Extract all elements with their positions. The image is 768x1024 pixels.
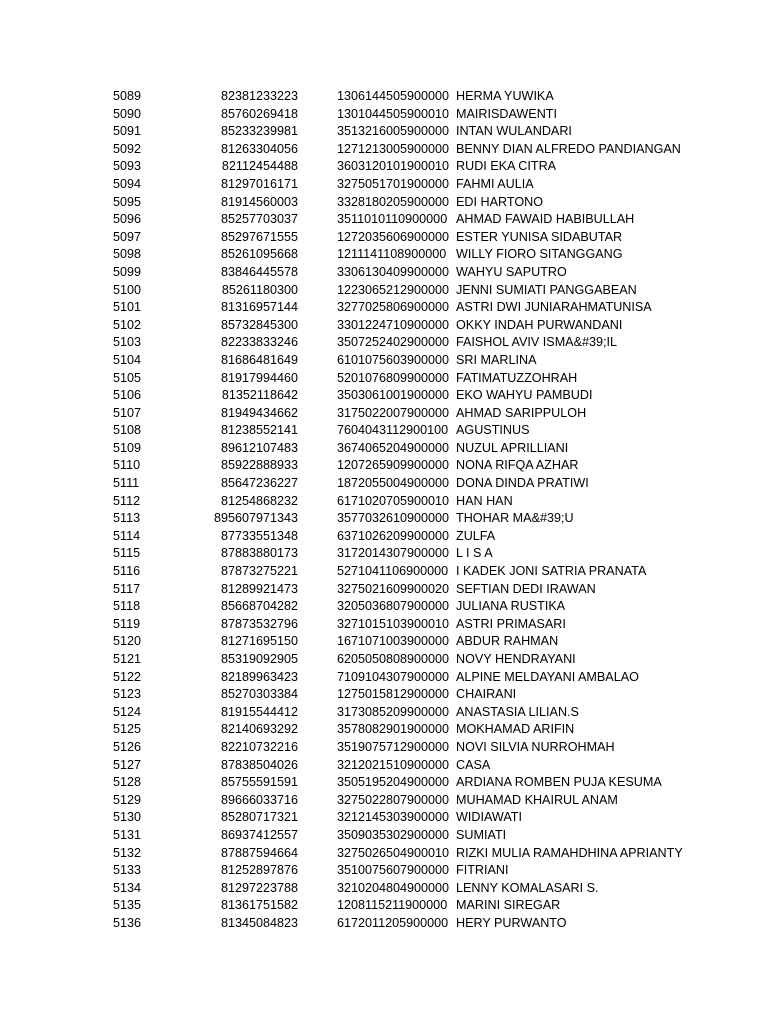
phone-number: 82381233223 — [220, 89, 298, 103]
table-row — [0, 493, 768, 511]
table-row — [0, 792, 768, 810]
id-number: 3328180205900000 — [337, 194, 450, 209]
table-row — [0, 757, 768, 775]
row-number: 5100 — [113, 282, 142, 297]
person-name: JULIANA RUSTIKA — [456, 599, 566, 614]
table-row — [0, 405, 768, 423]
row-number: 5102 — [113, 317, 142, 332]
phone-number: 82189963423 — [220, 669, 298, 684]
id-number: 3173085209900000 — [337, 704, 450, 719]
row-number: 5114 — [113, 528, 141, 543]
person-name: OKKY INDAH PURWANDANI — [456, 317, 623, 332]
person-name: EDI HARTONO — [456, 194, 544, 209]
id-number: 3306130409900000 — [337, 264, 450, 279]
phone-number: 86937412557 — [220, 827, 298, 842]
row-number: 5136 — [113, 915, 142, 930]
phone-number: 89612107483 — [220, 440, 298, 455]
phone-number: 87883880173 — [220, 546, 298, 561]
table-row — [0, 704, 768, 722]
person-name: INTAN WULANDARI — [456, 124, 572, 139]
data-list — [0, 88, 768, 933]
table-row — [0, 845, 768, 863]
id-number: 3275051701900000 — [337, 176, 450, 191]
id-number: 3205036807900000 — [337, 599, 450, 614]
table-row — [0, 616, 768, 634]
id-number: 3519075712900000 — [337, 739, 450, 754]
table-row — [0, 774, 768, 792]
table-row — [0, 598, 768, 616]
person-name: ASTRI PRIMASARI — [456, 616, 566, 631]
table-row — [0, 651, 768, 669]
table-row — [0, 721, 768, 739]
row-number: 5130 — [113, 810, 142, 825]
id-number: 3510075607900000 — [337, 863, 450, 878]
phone-number: 82210732216 — [220, 739, 298, 754]
phone-number: 895607971343 — [213, 511, 298, 526]
phone-number: 85297671555 — [220, 229, 298, 244]
phone-number: 81254868232 — [220, 493, 298, 508]
id-number: 1211141108900000 — [337, 247, 447, 262]
id-number: 5201076809900000 — [337, 370, 450, 385]
row-number: 5093 — [113, 159, 142, 174]
id-number: 3603120101900010 — [337, 159, 450, 174]
person-name: FAISHOL AVIV ISMA&#39;IL — [456, 335, 617, 350]
person-name: AGUSTINUS — [456, 423, 530, 438]
id-number: 7109104307900000 — [337, 669, 450, 684]
row-number: 5096 — [113, 212, 142, 227]
person-name: NONA RIFQA AZHAR — [456, 458, 579, 473]
id-number: 6171020705900010 — [337, 493, 450, 508]
row-number: 5128 — [113, 775, 142, 790]
table-row — [0, 669, 768, 687]
table-row — [0, 317, 768, 335]
person-name: NUZUL APRILLIANI — [456, 440, 569, 455]
table-row — [0, 299, 768, 317]
row-number: 5117 — [113, 581, 141, 596]
phone-number: 87838504026 — [220, 757, 298, 772]
person-name: SEFTIAN DEDI IRAWAN — [456, 581, 596, 596]
id-number: 1872055004900000 — [337, 476, 450, 491]
person-name: ABDUR RAHMAN — [456, 634, 559, 649]
phone-number: 81316957144 — [220, 300, 298, 315]
id-number: 1207265909900000 — [337, 458, 450, 473]
phone-number: 85647236227 — [220, 476, 298, 491]
id-number: 3277025806900000 — [337, 300, 450, 315]
id-number: 1306144505900000 — [337, 89, 450, 103]
person-name: ANASTASIA LILIAN.S — [456, 704, 579, 719]
id-number: 3513216005900000 — [337, 124, 450, 139]
id-number: 5271041106900000 — [337, 564, 449, 579]
row-number: 5104 — [113, 352, 142, 367]
phone-number: 81917994460 — [220, 370, 298, 385]
person-name: BENNY DIAN ALFREDO PANDIANGAN — [456, 141, 681, 156]
table-row — [0, 440, 768, 458]
person-name: I KADEK JONI SATRIA PRANATA — [456, 564, 647, 579]
row-number: 5111 — [113, 476, 140, 491]
row-number: 5133 — [113, 863, 142, 878]
id-number: 3301224710900000 — [337, 317, 450, 332]
phone-number: 87873275221 — [220, 564, 298, 579]
person-name: SRI MARLINA — [456, 352, 537, 367]
table-row — [0, 229, 768, 247]
row-number: 5134 — [113, 880, 142, 895]
table-row — [0, 827, 768, 845]
table-row — [0, 370, 768, 388]
row-number: 5089 — [113, 89, 142, 103]
id-number: 3275022807900000 — [337, 792, 450, 807]
phone-number: 87887594664 — [220, 845, 298, 860]
row-number: 5118 — [113, 599, 141, 614]
person-name: DONA DINDA PRATIWI — [456, 476, 589, 491]
phone-number: 87733551348 — [220, 528, 298, 543]
table-row — [0, 176, 768, 194]
person-name: AHMAD SARIPPULOH — [456, 405, 587, 420]
person-name: MAIRISDAWENTI — [456, 106, 557, 121]
table-row — [0, 915, 768, 933]
table-row — [0, 633, 768, 651]
phone-number: 81949434662 — [220, 405, 298, 420]
id-number: 3577032610900000 — [337, 511, 450, 526]
phone-number: 81914560003 — [220, 194, 298, 209]
table-row — [0, 334, 768, 352]
row-number: 5124 — [113, 704, 142, 719]
id-number: 3503061001900000 — [337, 388, 450, 403]
phone-number: 82112454488 — [221, 159, 298, 174]
id-number: 3212145303900000 — [337, 810, 450, 825]
table-row — [0, 88, 768, 106]
phone-number: 81345084823 — [220, 915, 298, 930]
id-number: 3212021510900000 — [337, 757, 450, 772]
person-name: FAHMI AULIA — [456, 176, 534, 191]
phone-number: 81297016171 — [220, 176, 298, 191]
phone-number: 82233833246 — [220, 335, 298, 350]
row-number: 5129 — [113, 792, 142, 807]
row-number: 5115 — [113, 546, 141, 561]
table-row — [0, 158, 768, 176]
table-row — [0, 422, 768, 440]
id-number: 1671071003900000 — [337, 634, 450, 649]
row-number: 5091 — [113, 124, 142, 139]
phone-number: 85755591591 — [220, 775, 298, 790]
table-row — [0, 194, 768, 212]
person-name: WILLY FIORO SITANGGANG — [456, 247, 623, 262]
row-number: 5095 — [113, 194, 142, 209]
id-number: 6205050808900000 — [337, 652, 450, 666]
person-name: ESTER YUNISA SIDABUTAR — [456, 229, 623, 244]
person-name: ZULFA — [456, 528, 496, 543]
phone-number: 81238552141 — [220, 423, 298, 438]
phone-number: 81289921473 — [220, 581, 298, 596]
phone-number: 81252897876 — [220, 863, 298, 878]
phone-number: 85922888933 — [220, 458, 298, 473]
row-number: 5107 — [113, 405, 142, 420]
table-row — [0, 457, 768, 475]
phone-number: 81271695150 — [220, 634, 298, 649]
id-number: 3509035302900000 — [337, 827, 450, 842]
id-number: 7604043112900100 — [337, 423, 449, 438]
phone-number: 85257703037 — [220, 212, 298, 227]
table-row — [0, 211, 768, 229]
row-number: 5110 — [113, 458, 141, 473]
phone-number: 83846445578 — [220, 264, 298, 279]
person-name: FITRIANI — [456, 863, 509, 878]
table-row — [0, 123, 768, 141]
phone-number: 85270303384 — [220, 687, 298, 702]
phone-number: 81352118642 — [221, 388, 298, 403]
row-number: 5131 — [113, 827, 142, 842]
id-number: 3271015103900010 — [337, 616, 450, 631]
row-number: 5098 — [113, 247, 142, 262]
phone-number: 85261180300 — [221, 282, 298, 297]
id-number: 3172014307900000 — [337, 546, 450, 561]
table-row — [0, 510, 768, 528]
id-number: 6172011205900000 — [337, 915, 449, 930]
person-name: ASTRI DWI JUNIARAHMATUNISA — [456, 300, 652, 315]
table-row — [0, 475, 768, 493]
row-number: 5112 — [113, 493, 141, 508]
person-name: SUMIATI — [456, 827, 507, 842]
phone-number: 82140693292 — [220, 722, 298, 737]
id-number: 1275015812900000 — [337, 687, 450, 702]
person-name: CHAIRANI — [456, 687, 517, 702]
person-name: CASA — [456, 757, 491, 772]
phone-number: 85319092905 — [220, 652, 298, 666]
row-number: 5109 — [113, 440, 142, 455]
table-row — [0, 246, 768, 264]
row-number: 5094 — [113, 176, 142, 191]
phone-number: 81361751582 — [220, 898, 298, 913]
person-name: L I S A — [456, 546, 493, 561]
id-number: 3578082901900000 — [337, 722, 450, 737]
table-row — [0, 282, 768, 300]
table-row — [0, 352, 768, 370]
row-number: 5135 — [113, 898, 142, 913]
person-name: HERY PURWANTO — [456, 915, 567, 930]
person-name: RIZKI MULIA RAMAHDHINA APRIANTY — [456, 845, 683, 860]
id-number: 1208115211900000 — [337, 898, 448, 913]
table-row — [0, 563, 768, 581]
row-number: 5106 — [113, 388, 142, 403]
table-row — [0, 387, 768, 405]
phone-number: 85233239981 — [220, 124, 298, 139]
phone-number: 89666033716 — [220, 792, 298, 807]
row-number: 5090 — [113, 106, 142, 121]
phone-number: 85760269418 — [220, 106, 298, 121]
person-name: NOVY HENDRAYANI — [456, 652, 576, 666]
row-number: 5097 — [113, 229, 142, 244]
phone-number: 81915544412 — [220, 704, 298, 719]
person-name: LENNY KOMALASARI S. — [456, 880, 599, 895]
id-number: 3674065204900000 — [337, 440, 450, 455]
person-name: HAN HAN — [456, 493, 513, 508]
id-number: 1223065212900000 — [337, 282, 450, 297]
row-number: 5105 — [113, 370, 142, 385]
table-row — [0, 862, 768, 880]
row-number: 5126 — [113, 739, 142, 754]
row-number: 5113 — [113, 511, 141, 526]
id-number: 1272035606900000 — [337, 229, 450, 244]
row-number: 5103 — [113, 335, 142, 350]
id-number: 1271213005900000 — [337, 141, 450, 156]
table-row — [0, 528, 768, 546]
row-number: 5122 — [113, 669, 142, 684]
phone-number: 85732845300 — [220, 317, 298, 332]
person-name: ARDIANA ROMBEN PUJA KESUMA — [456, 775, 662, 790]
person-name: WAHYU SAPUTRO — [456, 264, 567, 279]
table-row — [0, 686, 768, 704]
person-name: NOVI SILVIA NURROHMAH — [456, 739, 615, 754]
person-name: HERMA YUWIKA — [456, 89, 554, 103]
phone-number: 81297223788 — [220, 880, 298, 895]
person-name: RUDI EKA CITRA — [456, 159, 557, 174]
row-number: 5119 — [113, 616, 141, 631]
table-row — [0, 106, 768, 124]
person-name: FATIMATUZZOHRAH — [456, 370, 578, 385]
id-number: 3511010110900000 — [337, 212, 448, 227]
person-name: MUHAMAD KHAIRUL ANAM — [456, 792, 618, 807]
id-number: 3210204804900000 — [337, 880, 450, 895]
phone-number: 85261095668 — [220, 247, 298, 262]
person-name: THOHAR MA&#39;U — [456, 511, 574, 526]
table-row — [0, 880, 768, 898]
row-number: 5099 — [113, 264, 142, 279]
row-number: 5127 — [113, 757, 142, 772]
table-row — [0, 897, 768, 915]
phone-number: 81263304056 — [220, 141, 298, 156]
id-number: 3505195204900000 — [337, 775, 450, 790]
person-name: MARINI SIREGAR — [456, 898, 561, 913]
id-number: 3507252402900000 — [337, 335, 450, 350]
row-number: 5120 — [113, 634, 142, 649]
row-number: 5116 — [113, 564, 141, 579]
table-row — [0, 141, 768, 159]
table-row — [0, 581, 768, 599]
person-name: EKO WAHYU PAMBUDI — [456, 388, 593, 403]
person-name: JENNI SUMIATI PANGGABEAN — [456, 282, 637, 297]
row-number: 5125 — [113, 722, 142, 737]
row-number: 5121 — [113, 652, 142, 666]
id-number: 1301044505900010 — [337, 106, 450, 121]
person-name: MOKHAMAD ARIFIN — [456, 722, 575, 737]
phone-number: 85668704282 — [220, 599, 298, 614]
id-number: 3175022007900000 — [337, 405, 450, 420]
id-number: 3275026504900010 — [337, 845, 450, 860]
row-number: 5101 — [113, 300, 142, 315]
row-number: 5092 — [113, 141, 142, 156]
row-number: 5123 — [113, 687, 142, 702]
table-row — [0, 809, 768, 827]
person-name: ALPINE MELDAYANI AMBALAO — [456, 669, 639, 684]
table-row — [0, 739, 768, 757]
id-number: 6101075603900000 — [337, 352, 450, 367]
row-number: 5132 — [113, 845, 142, 860]
phone-number: 81686481649 — [220, 352, 298, 367]
id-number: 6371026209900000 — [337, 528, 450, 543]
id-number: 3275021609900020 — [337, 581, 450, 596]
table-row — [0, 545, 768, 563]
row-number: 5108 — [113, 423, 142, 438]
person-name: AHMAD FAWAID HABIBULLAH — [456, 212, 635, 227]
person-name: WIDIAWATI — [456, 810, 522, 825]
table-row — [0, 264, 768, 282]
phone-number: 85280717321 — [220, 810, 298, 825]
phone-number: 87873532796 — [220, 616, 298, 631]
